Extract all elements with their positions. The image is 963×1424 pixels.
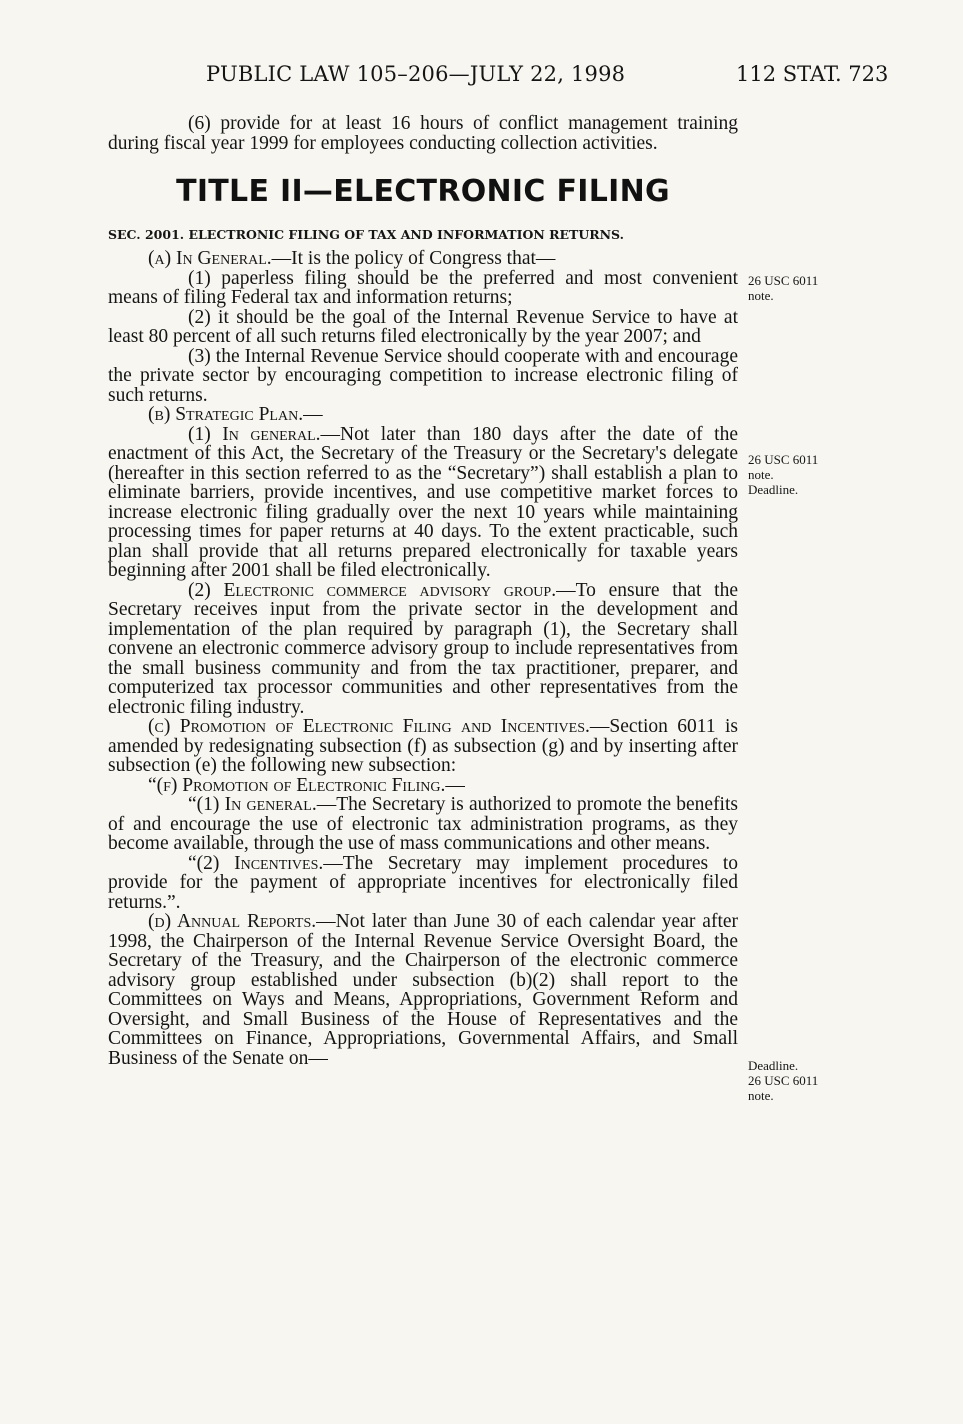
header-page-number: 112 STAT. 723 [736, 62, 889, 86]
paragraph-b1 [108, 425, 738, 581]
paragraph-b2 [108, 581, 738, 718]
paragraph-f2-text: —The Secretary may implement procedures to provide for the payment of appropriate incentives for electronically filed returns.”. [108, 852, 738, 913]
subsection-f-label: “(f) Promotion of Electronic Filing. [148, 774, 446, 796]
main-text-column [108, 114, 738, 1068]
paragraph-6: (6) provide for at least 16 hours of conflict management training during fiscal year 1999 for employees conducting collection activities. [108, 113, 738, 154]
subsection-b-label: (b) Strategic Plan. [148, 404, 304, 425]
margin-note-line: note. [748, 288, 774, 303]
subsection-c-text: —Section 6011 is amended by redesignating subsection (f) as subsection (g) and by inserting after subsection (e) the following new subsection: [108, 716, 738, 776]
subsection-a-text: —It is the policy of Congress that— [271, 248, 556, 269]
subsection-a-label: (a) In General. [148, 248, 272, 269]
margin-note-usc-b [748, 452, 868, 497]
subsection-c-label: (c) Promotion of Electronic Filing and Incentives. [148, 716, 590, 737]
paragraph-f2-label: “(2) Incentives. [188, 852, 324, 874]
title-heading: TITLE II—ELECTRONIC FILING [176, 174, 670, 209]
subsection-b-text: — [303, 404, 323, 425]
subsection-d [108, 912, 738, 1068]
margin-note-line: Deadline. [748, 482, 799, 497]
paragraph-b2-text: —To ensure that the Secretary receives input from the private sector in the development and implementation of the plan required by paragraph (1), the Secretary shall convene an electronic commerce advisory group to include representatives from the small business community and from the tax practitioner, preparer, and computerized tax processor communities and other representatives from the electronic filing industry. [108, 579, 738, 718]
paragraph-f1-label: “(1) In general. [188, 794, 317, 815]
margin-note-line: note. [748, 1088, 774, 1103]
paragraph-b1-label: (1) In general. [188, 423, 321, 445]
section-heading: SEC. 2001. ELECTRONIC FILING OF TAX AND INFORMATION RETURNS. [108, 227, 624, 242]
header-title: PUBLIC LAW 105–206—JULY 22, 1998 [206, 62, 626, 86]
paragraph-a2: (2) it should be the goal of the Internal Revenue Service to have at least 80 percent of all such returns filed electronically by the year 2007; and [108, 306, 738, 347]
subsection-f [108, 776, 738, 796]
paragraph-a3: (3) the Internal Revenue Service should cooperate with and encourage the private sector by encouraging competition to increase electronic filing of such returns. [108, 345, 738, 406]
margin-note-usc-a [748, 273, 868, 303]
margin-note-line: 26 USC 6011 [748, 273, 819, 288]
margin-note-usc-d [748, 1058, 868, 1103]
paragraph-b1-text: —Not later than 180 days after the date of the enactment of this Act, the Secretary of the Treasury or the Secretary's delegate (hereafter in this section referred to as the “Secretary”) shall establish a plan to eliminate barriers, provide incentives, and use competitive market forces to increase electronic filing gradually over the next 10 years while maintaining processing times for paper returns at 40 days. To the extent practicable, such plan shall provide that all returns prepared electronically for taxable years beginning after 2001 shall be filed electronically. [108, 423, 738, 581]
subsection-c [108, 717, 738, 776]
subsection-d-label: (d) Annual Reports. [148, 911, 317, 932]
subsection-d-text: —Not later than June 30 of each calendar year after 1998, the Chairperson of the Internal Revenue Service Oversight Board, the Secretary of the Treasury, and the Chairperson of the electronic commerce advisory group established under subsection (b)(2) shall report to the Committees on Ways and Means, Appropriations, Government Reform and Oversight, and Small Business of the House of Representatives and the Committees on Finance, Appropriations, Governmental Affairs, and Small Business of the Senate on— [108, 911, 739, 1069]
subsection-a [108, 249, 738, 269]
page-header [0, 62, 963, 92]
subsection-b [108, 405, 738, 425]
paragraph-a1: (1) paperless filing should be the preferred and most convenient means of filing Federal tax and information returns; [108, 267, 738, 308]
subsection-f-text: — [445, 774, 465, 796]
margin-note-line: 26 USC 6011 [748, 452, 819, 467]
paragraph-f1-text: —The Secretary is authorized to promote the benefits of and encourage the use of electronic tax administration programs, as they become available, through the use of mass communications and other means. [108, 794, 738, 854]
margin-note-line: note. [748, 467, 774, 482]
paragraph-f1 [108, 795, 738, 854]
margin-note-line: 26 USC 6011 [748, 1073, 819, 1088]
paragraph-f2 [108, 854, 738, 913]
margin-note-line: Deadline. [748, 1058, 799, 1073]
paragraph-b2-label: (2) Electronic commerce advisory group. [188, 579, 557, 601]
